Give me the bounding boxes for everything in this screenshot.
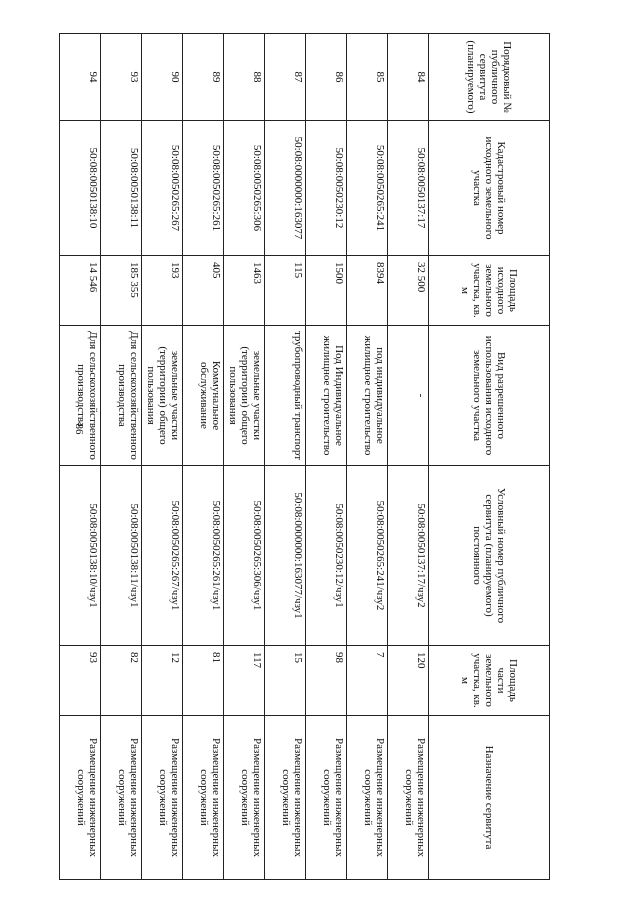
table-row (265, 34, 306, 880)
cell-source-area: 8394 (347, 256, 388, 326)
cell-servitude-no: 50:08:0050138:11/чзу1 (101, 466, 142, 646)
cell-servitude-no: 50:08:0050265:267/чзу1 (142, 466, 183, 646)
cell-part-area: 7 (347, 646, 388, 716)
cell-order-no: 89 (183, 34, 224, 121)
cell-purpose: Размещение инженерных сооружений (183, 716, 224, 880)
cell-order-no: 85 (347, 34, 388, 121)
table-row (60, 34, 101, 880)
cell-cadastral: 50:08:0050138:11 (101, 121, 142, 256)
table-row (388, 34, 429, 880)
cell-part-area: 117 (224, 646, 265, 716)
cell-permitted-use: трубопроводный транспорт (265, 326, 306, 466)
cell-servitude-no: 50:08:0050265:306/чзу1 (224, 466, 265, 646)
cell-purpose: Размещение инженерных сооружений (101, 716, 142, 880)
cell-cadastral: 50:08:0000000:163077 (265, 121, 306, 256)
cell-permitted-use: Под Индивидуальное жилищное строительство (306, 326, 347, 466)
cell-part-area: 93 (60, 646, 101, 716)
cell-part-area: 12 (142, 646, 183, 716)
cell-source-area: 1463 (224, 256, 265, 326)
cell-order-no: 94 (60, 34, 101, 121)
cell-permitted-use: земельные участки (территории) общего пользования (224, 326, 265, 466)
cell-part-area: 98 (306, 646, 347, 716)
cell-source-area: 405 (183, 256, 224, 326)
cell-order-no: 84 (388, 34, 429, 121)
header-source-area: Площадь исходного земельного участка, кв. м (429, 256, 550, 326)
table-header-row (429, 34, 550, 880)
header-part-area: Площадь части земельного участка, кв. м (429, 646, 550, 716)
cell-permitted-use: земельные участки (территории) общего пользования (142, 326, 183, 466)
cell-permitted-use: Для сельскохозяйственного производства (60, 326, 101, 466)
servitude-table (59, 33, 550, 880)
cell-source-area: 115 (265, 256, 306, 326)
cell-part-area: 81 (183, 646, 224, 716)
cell-order-no: 88 (224, 34, 265, 121)
cell-cadastral: 50:08:0050230:12 (306, 121, 347, 256)
cell-servitude-no: 50:08:0050265:241/чзу2 (347, 466, 388, 646)
cell-source-area: 14 546 (60, 256, 101, 326)
cell-purpose: Размещение инженерных сооружений (142, 716, 183, 880)
cell-servitude-no: 50:08:0000000:163077/чзу1 (265, 466, 306, 646)
cell-purpose: Размещение инженерных сооружений (347, 716, 388, 880)
table-row (224, 34, 265, 880)
header-permitted-use: Вид разрешенного использования исходного земельного участка (429, 326, 550, 466)
cell-source-area: 193 (142, 256, 183, 326)
cell-cadastral: 50:08:0050265:306 (224, 121, 265, 256)
cell-permitted-use: - (388, 326, 429, 466)
table-row (183, 34, 224, 880)
cell-permitted-use: Для сельскохозяйственного производства (101, 326, 142, 466)
cell-purpose: Размещение инженерных сооружений (224, 716, 265, 880)
cell-permitted-use: Коммунальное обслуживание (183, 326, 224, 466)
cell-cadastral: 50:08:0050138:10 (60, 121, 101, 256)
cell-permitted-use: под индивидуальное жилищное строительство (347, 326, 388, 466)
cell-order-no: 86 (306, 34, 347, 121)
cell-cadastral: 50:08:0050265:261 (183, 121, 224, 256)
cell-purpose: Размещение инженерных сооружений (265, 716, 306, 880)
cell-purpose: Размещение инженерных сооружений (388, 716, 429, 880)
cell-servitude-no: 50:08:0050138:10/чзу1 (60, 466, 101, 646)
table-row (101, 34, 142, 880)
cell-cadastral: 50:08:0050137:17 (388, 121, 429, 256)
cell-order-no: 87 (265, 34, 306, 121)
table-row (142, 34, 183, 880)
table-row (306, 34, 347, 880)
page-number: 86 (73, 423, 85, 435)
cell-order-no: 93 (101, 34, 142, 121)
cell-part-area: 82 (101, 646, 142, 716)
cell-servitude-no: 50:08:0050230:12/чзу1 (306, 466, 347, 646)
cell-order-no: 90 (142, 34, 183, 121)
servitude-table-container (66, 33, 550, 879)
cell-servitude-no: 50:08:0050137:17/чзу2 (388, 466, 429, 646)
cell-purpose: Размещение инженерных сооружений (60, 716, 101, 880)
cell-servitude-no: 50:08:0050265:261/чзу1 (183, 466, 224, 646)
cell-source-area: 32 500 (388, 256, 429, 326)
cell-purpose: Размещение инженерных сооружений (306, 716, 347, 880)
cell-source-area: 1500 (306, 256, 347, 326)
header-order-no: Порядковый № публичного сервитута (планируемого) (429, 34, 550, 121)
cell-cadastral: 50:08:0050265:241 (347, 121, 388, 256)
table-row (347, 34, 388, 880)
header-servitude-no: Условный номер публичного сервитута (планируемого) постоянного (429, 466, 550, 646)
cell-part-area: 15 (265, 646, 306, 716)
cell-source-area: 185 355 (101, 256, 142, 326)
cell-cadastral: 50:08:0050265:267 (142, 121, 183, 256)
header-purpose: Назначение сервитута (429, 716, 550, 880)
header-cadastral: Кадастровый номер исходного земельного участка (429, 121, 550, 256)
cell-part-area: 120 (388, 646, 429, 716)
